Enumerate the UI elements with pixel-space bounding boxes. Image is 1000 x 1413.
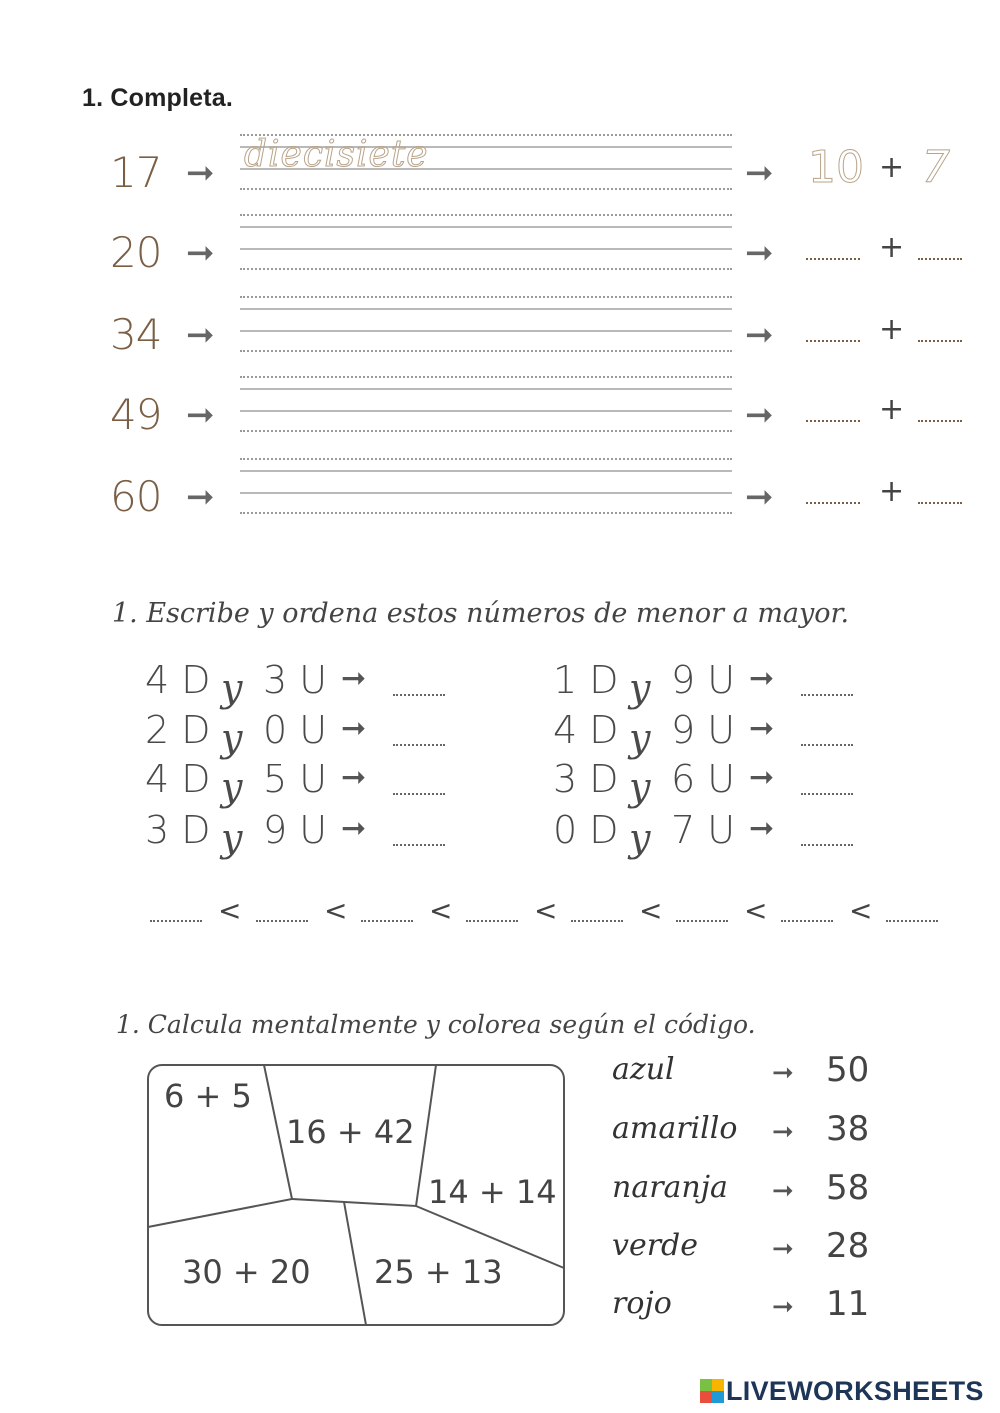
number-value: 20 <box>110 228 162 277</box>
number-row <box>0 472 1000 552</box>
puzzle-piece-edge <box>344 1202 366 1325</box>
arrow-right-icon: ➞ <box>186 395 215 435</box>
color-name: verde <box>612 1228 699 1263</box>
color-name: naranja <box>612 1170 728 1205</box>
arrow-right-icon: ➞ <box>745 395 774 435</box>
plus-sign: + <box>879 150 905 185</box>
tens-blank[interactable] <box>806 258 860 260</box>
arrow-right-icon: ➞ <box>186 233 215 273</box>
less-than-sign: < <box>534 894 558 927</box>
order-blank[interactable] <box>571 920 623 922</box>
tens-label: 4 D <box>145 658 211 702</box>
writing-lines[interactable] <box>240 458 732 532</box>
color-code-value: 11 <box>826 1284 870 1324</box>
units-label: 0 U <box>263 708 328 752</box>
units-label: 5 U <box>263 757 328 801</box>
tens-label: 2 D <box>145 708 211 752</box>
arrow-right-icon: ➞ <box>749 811 775 846</box>
tens-label: 0 D <box>553 808 619 852</box>
tens-units-item <box>553 708 863 760</box>
less-than-sign: < <box>744 894 768 927</box>
writing-lines[interactable] <box>240 214 732 288</box>
tens-value: 10 <box>808 142 864 193</box>
color-code-value: 50 <box>826 1050 870 1090</box>
units-label: 7 U <box>671 808 736 852</box>
order-blank[interactable] <box>676 920 728 922</box>
units-blank[interactable] <box>918 502 962 504</box>
conjunction-y: y <box>221 666 243 710</box>
puzzle-piece-3[interactable]: 14 + 14 <box>428 1173 557 1211</box>
arrow-right-icon: ➞ <box>341 760 367 795</box>
less-than-sign: < <box>429 894 453 927</box>
conjunction-y: y <box>221 765 243 809</box>
answer-blank[interactable] <box>393 694 445 696</box>
arrow-right-icon: ➞ <box>745 233 774 273</box>
answer-blank[interactable] <box>393 793 445 795</box>
puzzle-piece-5[interactable]: 25 + 13 <box>374 1253 503 1291</box>
conjunction-y: y <box>629 816 651 860</box>
puzzle-board <box>146 1063 566 1327</box>
tens-label: 3 D <box>145 808 211 852</box>
units-label: 3 U <box>263 658 328 702</box>
order-blank[interactable] <box>361 920 413 922</box>
order-blank[interactable] <box>781 920 833 922</box>
puzzle-piece-2[interactable]: 16 + 42 <box>286 1113 415 1151</box>
section3-title: 1. Calcula mentalmente y colorea según el código. <box>116 1010 756 1039</box>
order-blank[interactable] <box>886 920 938 922</box>
liveworksheets-logo <box>700 1374 984 1408</box>
tens-label: 1 D <box>553 658 619 702</box>
units-blank[interactable] <box>918 258 962 260</box>
logo-text: LIVEWORKSHEETS <box>726 1375 984 1406</box>
tens-units-item <box>145 658 455 710</box>
tens-units-item <box>145 757 455 809</box>
color-name: rojo <box>612 1286 672 1321</box>
number-value: 34 <box>110 310 162 359</box>
arrow-right-icon: ➞ <box>186 315 215 355</box>
arrow-right-icon: ➞ <box>186 153 215 193</box>
order-blank[interactable] <box>150 920 202 922</box>
units-label: 6 U <box>671 757 736 801</box>
section2-title: 1. Escribe y ordena estos números de menor a mayor. <box>112 598 850 629</box>
color-name: amarillo <box>612 1111 738 1146</box>
arrow-right-icon: ➞ <box>341 711 367 746</box>
arrow-right-icon: ➞ <box>749 760 775 795</box>
units-label: 9 U <box>263 808 328 852</box>
number-value: 49 <box>110 390 162 439</box>
tens-units-item <box>553 658 863 710</box>
tens-units-item <box>553 808 863 860</box>
arrow-right-icon: ➞ <box>772 1117 794 1147</box>
puzzle-piece-4[interactable]: 30 + 20 <box>182 1253 311 1291</box>
arrow-right-icon: ➞ <box>745 477 774 517</box>
conjunction-y: y <box>629 716 651 760</box>
conjunction-y: y <box>629 765 651 809</box>
tens-blank[interactable] <box>806 420 860 422</box>
answer-blank[interactable] <box>393 844 445 846</box>
order-blank[interactable] <box>256 920 308 922</box>
answer-blank[interactable] <box>393 744 445 746</box>
color-code-value: 38 <box>826 1109 870 1149</box>
conjunction-y: y <box>221 716 243 760</box>
number-value: 60 <box>110 472 162 521</box>
units-label: 9 U <box>671 708 736 752</box>
arrow-right-icon: ➞ <box>186 477 215 517</box>
arrow-right-icon: ➞ <box>772 1058 794 1088</box>
arrow-right-icon: ➞ <box>772 1176 794 1206</box>
conjunction-y: y <box>629 666 651 710</box>
plus-sign: + <box>879 392 905 427</box>
arrow-right-icon: ➞ <box>749 661 775 696</box>
answer-blank[interactable] <box>801 793 853 795</box>
section1-title: 1. Completa. <box>82 84 234 112</box>
less-than-sign: < <box>218 894 242 927</box>
arrow-right-icon: ➞ <box>745 153 774 193</box>
tens-label: 3 D <box>553 757 619 801</box>
answer-blank[interactable] <box>801 744 853 746</box>
units-blank[interactable] <box>918 420 962 422</box>
writing-lines[interactable] <box>240 376 732 450</box>
color-name: azul <box>612 1052 675 1087</box>
less-than-sign: < <box>849 894 873 927</box>
arrow-right-icon: ➞ <box>749 711 775 746</box>
tens-label: 4 D <box>145 757 211 801</box>
plus-sign: + <box>879 474 905 509</box>
plus-sign: + <box>879 230 905 265</box>
ordering-row <box>150 894 950 938</box>
units-label: 9 U <box>671 658 736 702</box>
arrow-right-icon: ➞ <box>341 811 367 846</box>
arrow-right-icon: ➞ <box>745 315 774 355</box>
color-code-value: 58 <box>826 1168 870 1208</box>
tens-units-item <box>553 757 863 809</box>
tens-units-item <box>145 808 455 860</box>
tens-label: 4 D <box>553 708 619 752</box>
puzzle-piece-1[interactable]: 6 + 5 <box>164 1077 252 1115</box>
tens-units-item <box>145 708 455 760</box>
less-than-sign: < <box>324 894 348 927</box>
color-code-value: 28 <box>826 1226 870 1266</box>
arrow-right-icon: ➞ <box>341 661 367 696</box>
units-value: 7 <box>922 142 950 193</box>
number-value: 17 <box>110 148 162 197</box>
arrow-right-icon: ➞ <box>772 1234 794 1264</box>
answer-blank[interactable] <box>801 844 853 846</box>
less-than-sign: < <box>639 894 663 927</box>
answer-blank[interactable] <box>801 694 853 696</box>
writing-lines[interactable] <box>240 296 732 370</box>
arrow-right-icon: ➞ <box>772 1292 794 1322</box>
conjunction-y: y <box>221 816 243 860</box>
units-blank[interactable] <box>918 340 962 342</box>
plus-sign: + <box>879 312 905 347</box>
tens-blank[interactable] <box>806 340 860 342</box>
writing-lines <box>240 134 732 208</box>
number-in-words: diecisiete <box>244 134 429 175</box>
liveworksheets-logo-icon <box>700 1379 724 1403</box>
order-blank[interactable] <box>466 920 518 922</box>
tens-blank[interactable] <box>806 502 860 504</box>
